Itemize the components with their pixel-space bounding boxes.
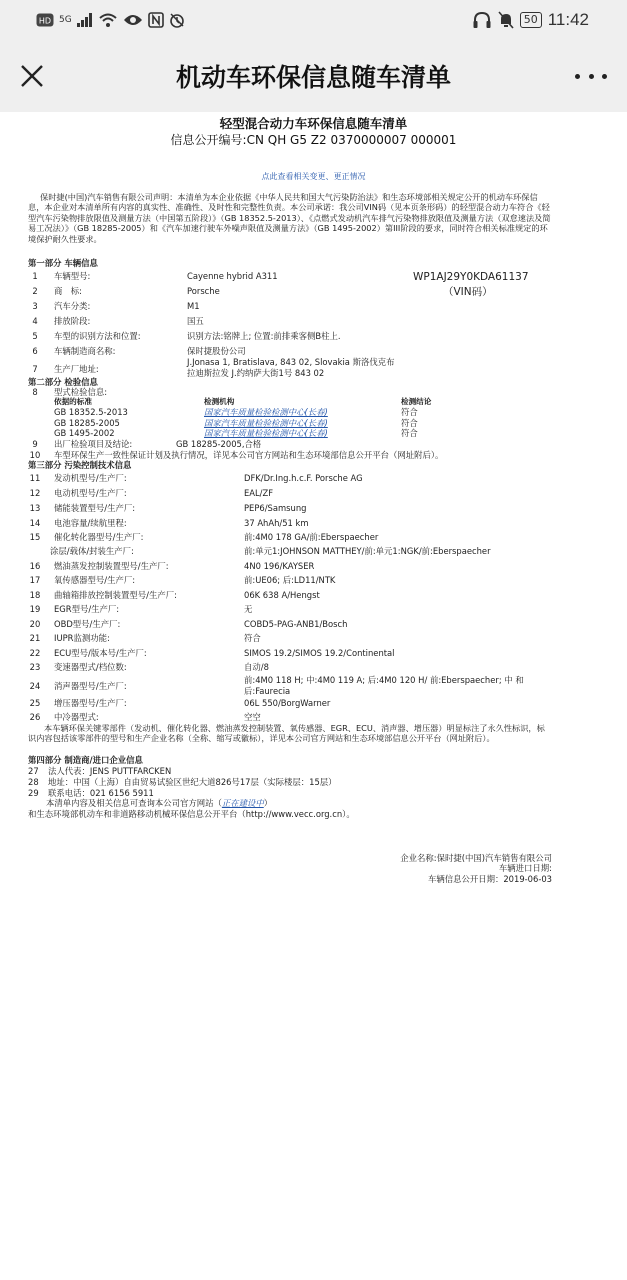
part4-heading: 第四部分 制造商/进口企业信息 — [28, 755, 143, 765]
key-parts-note: 本车辆环保关键零部件（发动机、催化转化器、燃油蒸发控制装置、氧传感器、EGR、ECU、消声器、增压器）明显标注了永久性标识，标识内容包括该零部件的型号和生产企业名称（全称、缩写或徽标），详见本公司官方网站和生态环境部信息公开平台（网址附后）。 — [28, 723, 545, 744]
alarm-icon — [169, 12, 185, 28]
platform-line: 和生态环境部机动车和非道路移动机械环保信息公开平台（http://www.vecc.org.cn）。 — [28, 809, 355, 819]
part2-heading: 第二部分 检验信息 — [28, 377, 98, 387]
part1-heading: 第一部分 车辆信息 — [28, 258, 98, 268]
status-bar — [0, 0, 627, 40]
title-bar — [0, 40, 627, 112]
test-header-result: 检测结论 — [401, 397, 432, 406]
test-result: 符合 — [401, 428, 418, 438]
vin-code: WP1AJ29Y0KDA61137 — [413, 271, 529, 283]
test-org-link[interactable]: 国家汽车质量检验检测中心(长春) — [204, 407, 328, 417]
query-line — [46, 798, 272, 809]
status-right — [472, 8, 589, 32]
doc-title: 轻型混合动力车环保信息随车清单 — [219, 116, 408, 131]
more-dot-icon — [575, 74, 580, 79]
official-site-link[interactable]: 正在建设中 — [221, 798, 264, 808]
test-header-standard: 依据的标准 — [54, 397, 92, 406]
vin-label: （VIN码） — [443, 286, 493, 298]
headphones-icon — [472, 11, 492, 29]
import-date: 车辆进口日期: — [498, 863, 552, 873]
battery-icon: 50 — [520, 12, 542, 28]
nfc-icon — [148, 12, 164, 28]
factory-test-label: 出厂检验项目及结论: — [54, 439, 133, 449]
change-history-link[interactable]: 点此查看相关变更、更正情况 — [261, 172, 366, 181]
test-result: 符合 — [401, 407, 418, 417]
factory-test-value: GB 18285-2005,合格 — [176, 439, 262, 449]
more-dot-icon — [589, 74, 594, 79]
wifi-icon — [98, 12, 118, 28]
svg-text:HD: HD — [38, 16, 52, 26]
page-title: 机动车环保信息随车清单 — [175, 63, 451, 92]
query-suffix: ） — [263, 798, 273, 808]
company-name: 企业名称:保时捷(中国)汽车销售有限公司 — [400, 853, 552, 863]
test-result: 符合 — [401, 418, 418, 428]
mute-bell-icon — [498, 11, 514, 29]
publish-date: 车辆信息公开日期：2019-06-03 — [427, 874, 552, 884]
test-standard: GB 18352.5-2013 — [54, 407, 128, 417]
env-info-document: 轻型混合动力车环保信息随车清单 信息公开编号:CN QH G5 Z2 0370000007 000001 点此查看相关变更、更正情况 保时捷(中国)汽车销售有限公司声明：本清单为本企业依据《中华人民共和国大气污染防治法》和生态环境部相关规定公开的机动车环保信息，本企业对本清单所有内容的真实性、准确性、及时性和完整性负责。本公司承诺：我公司VIN码（见本页条形码）的轻型混合动力车符合《轻型汽车污染物排放限值及测量方法（中国第五阶段）》（GB 18352.5-2013）、《点燃式发动机汽车排气污染物排放限值及测量方法（双怠速法及简易工况法）》（GB 18285-2005）和《汽车加速行驶车外噪声限值及测量方法》（GB 1495-2002）第III阶段的要求，同时符合相关标准规定的环境保护耐久性要求。 第一部分 车辆信息 1 车辆型号: Cayenne hybrid A311 2 商 标: Porsche 3 汽车分类: M1 4 排放阶段: 国五 5 车型的识别方法和位置: 识别方法:铭牌上; 位置:前排乘客侧B柱上. 6 车辆制造商名称: 保时捷股份公司 7 生产厂地址: J.Jonasa 1, Bratislava, 843 02, Slovakia 斯洛伐克布拉迪斯拉发 J.约纳萨大街1号 843 02 WP1AJ29Y0KDA61137 （VIN码） 第二部分 检验信息 8 型式检验信息: 依据的标准 检测机构 检测结论 GB 18352.5-2013 国家汽车质量检验检测中心(长春) 符合 GB 18285-2005 国家汽车质量检验检测中心(长春) 符合 GB 1495-2002 国家汽车质量检验检测中心(长春) 符合 9 出厂检验项目及结论: GB 18285-2005,合格 10 车型环保生产一致性保证计划及执行情况，详见本公司官方网站和生态环境部信息公开平台（网址附后）。 第三部分 污染控制技术信息 11 发动机型号/生产厂: DFK/Dr.Ing.h.c.F. Porsche AG 12 电动机型号/生产厂: EAL/ZF 13 储能装置型号/生产厂: PEP6/Samsung 14 电池容量/续航里程: 37 AhAh/51 km 15 催化转化器型号/生产厂: 前:4M0 178 GA/前:Eberspaecher 涂层/载体/封装生产厂: 前:单元1:JOHNSON MATTHEY/前:单元1:NGK/前:Eberspaecher 16 燃油蒸发控制装置型号/生产厂: 4N0 196/KAYSER 17 氧传感器型号/生产厂: 前:UE06; 后:LD11/NTK 18 曲轴箱排放控制装置型号/生产厂: 06K 638 A/Hengst 19 EGR型号/生产厂: 无 20 OBD型号/生产厂: COBD5-PAG-ANB1/Bosch 21 IUPR监测功能: 符合 22 ECU型号/版本号/生产厂: SIMOS 19.2/SIMOS 19.2/Continental 23 变速器型式/档位数: 自动/8 24 消声器型号/生产厂: 前:4M0 118 H; 中:4M0 119 A; 后:4M0 120 H/ 前:Eberspaecher; 中 和 后:Faurecia 25 增压器型号/生产厂: 06L 550/BorgWarner 26 中冷器型式: 空空 本车辆环保关键零部件（发动机、催化转化器、燃油蒸发控制装置、氧传感器、EGR、ECU、消声器、增压器）明显标注了永久性标识，标识内容包括该零部件的型号和生产企业名称（全称、缩写或徽标），详见本公司官方网站和生态环境部信息公开平台（网址附后）。 第四部分 制造商/进口企业信息 27 法人代表：JENS PUTTFARCKEN 28 地址：中国（上海）自由贸易试验区世纪大道826号17层（实际楼层：15层） 29 联系电话：021 6156 5911 本清单内容及相关信息可查询本公司官方网站（正在建设中） 和生态环境部机动车和非道路移动机械环保信息公开平台（http://www.vecc.org.cn）。 企业名称:保时捷(中国)汽车销售有限公司 车辆进口日期: 车辆信息公开日期：2019-06-03 — [0, 112, 627, 1280]
eye-icon — [123, 13, 143, 27]
part3-heading: 第三部分 污染控制技术信息 — [28, 460, 132, 470]
type-test-label: 型式检验信息: — [54, 387, 108, 397]
conformity-text: 车型环保生产一致性保证计划及执行情况，详见本公司官方网站和生态环境部信息公开平台（网址附后）。 — [54, 450, 444, 460]
more-dot-icon — [602, 74, 607, 79]
test-standard: GB 18285-2005 — [54, 418, 120, 428]
network-type: 5G — [59, 15, 72, 25]
query-prefix: 本清单内容及相关信息可查询本公司官方网站（ — [46, 798, 222, 808]
status-left — [36, 10, 185, 30]
more-options-button[interactable] — [575, 64, 607, 88]
test-standard: GB 1495-2002 — [54, 428, 115, 438]
hd-icon — [36, 13, 54, 27]
signal-icon — [77, 13, 93, 27]
test-org-link[interactable]: 国家汽车质量检验检测中心(长春) — [204, 418, 328, 428]
statement-paragraph: 保时捷(中国)汽车销售有限公司声明：本清单为本企业依据《中华人民共和国大气污染防治法》和生态环境部相关规定公开的机动车环保信息，本企业对本清单所有内容的真实性、准确性、及时性和完整性负责。本公司承诺：我公司VIN码（见本页条形码）的轻型混合动力车符合《轻型汽车污染物排放限值及测量方法（中国第五阶段）》（GB 18352.5-2013）、《点燃式发动机汽车排气污染物排放限值及测量方法（双怠速法及简易工况法）》（GB 18285-2005）和《汽车加速行驶车外噪声限值及测量方法》（GB 1495-2002）第III阶段的要求，同时符合相关标准规定的环境保护耐久性要求。 — [28, 192, 551, 244]
disclosure-number: 信息公开编号:CN QH G5 Z2 0370000007 000001 — [170, 133, 457, 147]
test-header-org: 检测机构 — [204, 397, 235, 406]
test-org-link[interactable]: 国家汽车质量检验检测中心(长春) — [204, 428, 328, 438]
clock: 11:42 — [547, 10, 589, 29]
